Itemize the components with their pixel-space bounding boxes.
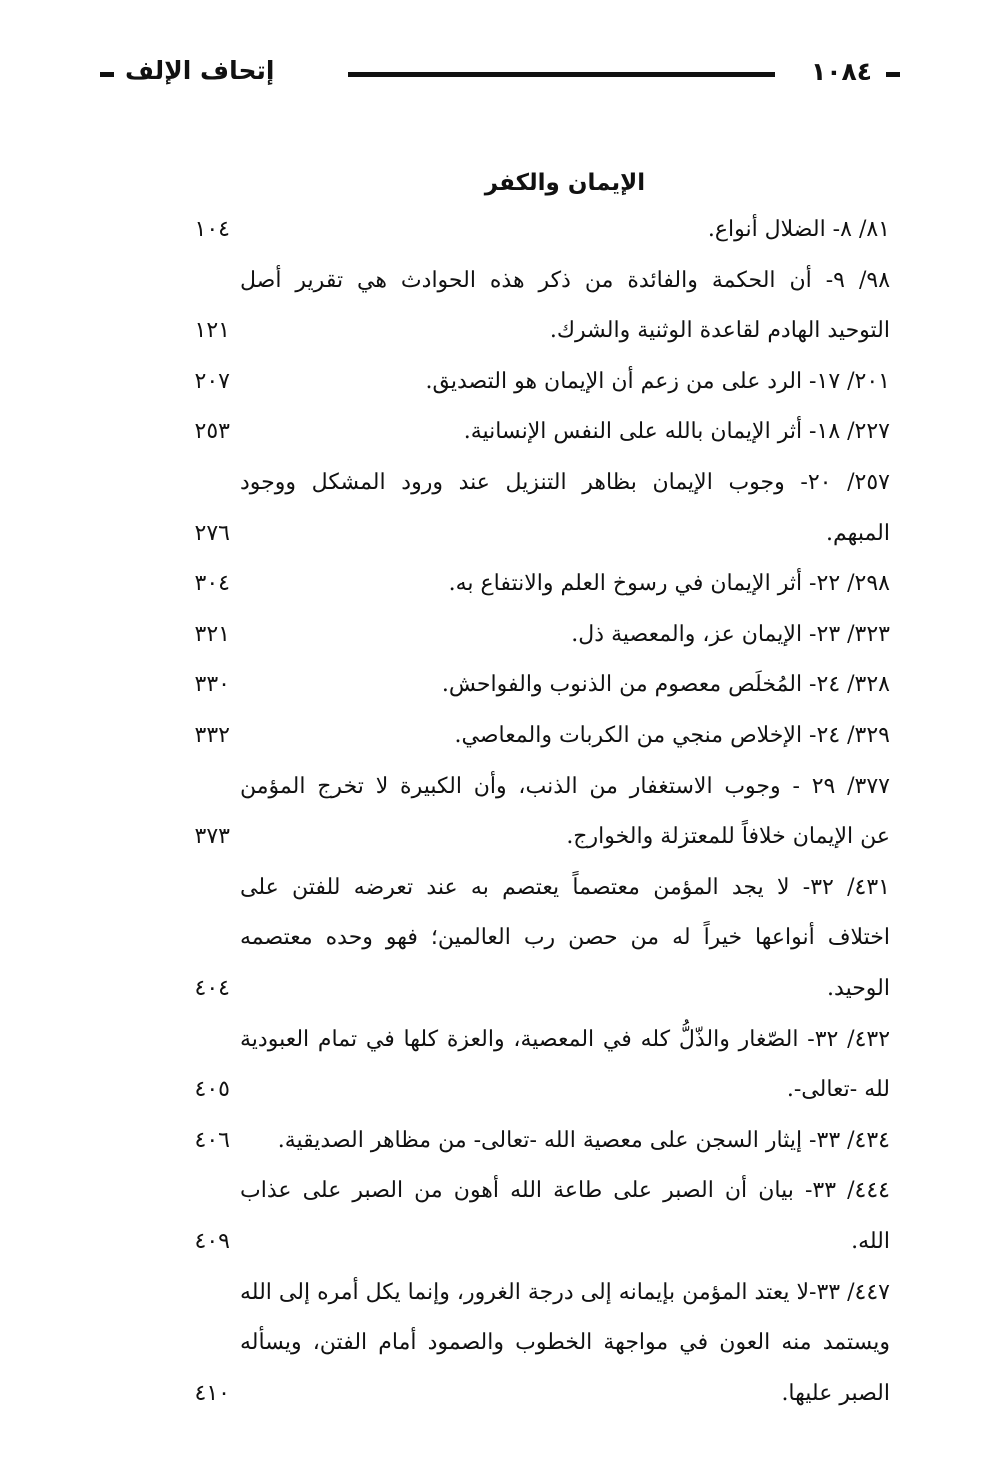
entry-page-number: ٤١٠ xyxy=(194,1380,230,1406)
entry-line: الوحيد. xyxy=(827,976,890,1001)
entry-page-number: ٣٠٤ xyxy=(194,571,230,597)
entry-page-number: ٣٢١ xyxy=(194,621,230,647)
entry-line: ٣٢٣/ ٢٣- الإيمان عز، والمعصية ذل. xyxy=(571,621,890,647)
entry-page-number: ١٠٤ xyxy=(194,217,230,242)
entry-line: عن الإيمان خلافاً للمعتزلة والخوارج. xyxy=(566,824,890,850)
header-dash-left xyxy=(100,72,114,77)
entry-line: ويستمد منه العون في مواجهة الخطوب والصمود أمام الفتن، ويسأله xyxy=(240,1330,890,1356)
entry-line: ٤٣١/ ٣٢- لا يجد المؤمن معتصماً يعتصم به عند تعرضه للفتن على xyxy=(240,874,890,900)
entry-line: ٣٧٧/ ٢٩ - وجوب الاستغفار من الذنب، وأن الكبيرة لا تخرج المؤمن xyxy=(240,773,890,799)
entry-page-number: ١٢١ xyxy=(194,318,230,344)
entry-line: الله. xyxy=(851,1229,890,1254)
section-title: الإيمان والكفر xyxy=(484,170,646,196)
entry-page-number: ٣٣٢ xyxy=(194,723,230,748)
entry-line: ٨١/ ٨- الضلال أنواع. xyxy=(707,217,890,242)
entry-line: ٤٤٤/ ٣٣- بيان أن الصبر على طاعة الله أهون من الصبر على عذاب xyxy=(240,1178,890,1204)
entry-page-number: ٤٠٤ xyxy=(194,976,230,1001)
entry-line: ٢٩٨/ ٢٢- أثر الإيمان في رسوخ العلم والانتفاع به. xyxy=(448,571,890,597)
entry-line: ٢٥٧/ ٢٠- وجوب الإيمان بظاهر التنزيل عند ورود المشكل ووجود xyxy=(240,470,890,495)
entry-line: ٣٢٨/ ٢٤- المُخلَص معصوم من الذنوب والفواحش. xyxy=(441,672,890,698)
entry-line: لله -تعالى-. xyxy=(786,1077,890,1103)
header-dash-right xyxy=(886,72,900,77)
entry-page-number: ٣٧٣ xyxy=(194,824,230,850)
entry-line: ٢٠١/ ١٧- الرد على من زعم أن الإيمان هو التصديق. xyxy=(425,368,890,394)
entry-line: ٤٣٢/ ٣٢- الصّغار والذّلُّ كله في المعصية، والعزة كلها في تمام العبودية xyxy=(240,1026,891,1052)
header-book-title: إتحاف الإلف xyxy=(125,56,275,85)
page-header xyxy=(100,52,900,102)
entry-line: ٤٣٤/ ٣٣- إيثار السجن على معصية الله -تعالى- من مظاهر الصديقية. xyxy=(277,1127,890,1153)
header-page-number: ١٠٨٤ xyxy=(810,57,872,86)
entry-line: ٩٨/ ٩- أن الحكمة والفائدة من ذكر هذه الحوادث هي تقرير أصل xyxy=(240,267,891,293)
entry-line: ٢٢٧/ ١٨- أثر الإيمان بالله على النفس الإنسانية. xyxy=(463,419,890,445)
entry-page-number: ٢٠٧ xyxy=(194,368,230,394)
entry-line: التوحيد الهادم لقاعدة الوثنية والشرك. xyxy=(549,318,890,344)
entry-page-number: ٤٠٦ xyxy=(194,1127,230,1153)
entry-page-number: ٤٠٩ xyxy=(194,1229,230,1254)
entry-page-number: ٤٠٥ xyxy=(194,1077,230,1103)
entry-line: ٤٤٧/ ٣٣-لا يعتد المؤمن بإيمانه إلى درجة الغرور، وإنما يكل أمره إلى الله xyxy=(240,1279,890,1305)
entry-line: اختلاف أنواعها خيراً له من حصن رب العالمين؛ فهو وحده معتصمه xyxy=(240,925,890,951)
header-rule xyxy=(348,72,775,77)
entry-line: ٣٢٩/ ٢٤- الإخلاص منجي من الكربات والمعاصي. xyxy=(454,723,890,748)
entry-line: الصبر عليها. xyxy=(781,1380,890,1406)
entry-page-number: ٢٥٣ xyxy=(194,419,230,445)
entry-line: المبهم. xyxy=(826,520,890,546)
entry-page-number: ٣٣٠ xyxy=(194,672,230,698)
entry-page-number: ٢٧٦ xyxy=(194,520,230,546)
